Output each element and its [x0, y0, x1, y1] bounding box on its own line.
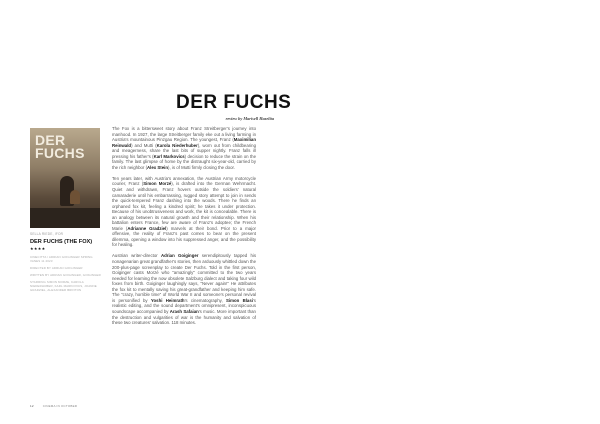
film-poster	[30, 128, 100, 228]
page-footer	[30, 404, 77, 408]
info-director: DIRECTED BY ADRIAN GOIGINGER	[30, 266, 83, 270]
credit-name: Alex Stein	[147, 164, 169, 170]
article-paragraph: Austrian writer-director Adrian Goiginger serendipitously tapped his nonagenarian great grandfather's stories, then arduously whittled down the 200-plus-page screenplay to create Der Fuchs. Told in the first person, Goiginger casts Morzé who "amazingly" committed to the two years needed for learning the now obsolete Salzburg dialect and taking four wild foxes from birth. Goiginger laughingly says, "Never again!" He attributes the fox kit to mentally saving his great-grandfather and keeping him safe. The "crazy, horrible time" of World War II and someone's personal revival is personified by Yoshi Heimrath's cinematography, Simon Blasi's realistic editing, and the sound department's omnipresent, inconspicuous soundscape accompanied by Arash Safaian's music. More important than the destruction and vulgarities of war is the humanity and salvation of these two creatures' salvation. 118 minutes.	[112, 253, 257, 326]
credit-name: Adrian Goiginger	[160, 253, 199, 259]
credit-name: Adrianne Gradziel	[127, 225, 167, 231]
info-distribution: CINECITTA / ADRIAN GOIGINGER SPRING VANES 11 2023	[30, 255, 93, 263]
rating-stars: ★★★★	[30, 246, 46, 251]
article-body	[112, 126, 256, 331]
article-title: DER FUCHS	[176, 92, 292, 113]
article-paragraph: The Fox is a bittersweet story about Franz Streitberger's journey into manhood. In 1927, the large Streitberger family eke out a living farming in Austria's mountainous Pinzgau Region. The youngest, Franz (Maximilian Reinwald) and Mutti (Karola Niederhuber), worn out from childbearing and meagerness, share the last bits of supper nightly. Franz falls ill pressing his father's (Karl Markovics) decision to reduce the strain on the family. The last glimpse of home by the distraught six-year-old, carried by the rich neighbor (Alex Stein), is of Mutti firmly closing the door.	[112, 126, 256, 170]
poster-title-line1: DER	[35, 132, 66, 148]
film-info-sidebar	[30, 232, 102, 292]
article-byline: review by Marisell Hazelita	[225, 116, 274, 121]
poster-title-line2: FUCHS	[35, 145, 85, 161]
poster-title	[35, 134, 85, 160]
article-paragraph: Ten years later, with Austria's annexation, the Austrian Army motorcycle courier, Franz (Simon Morzé), is drafted into the German Wehrmacht. Quiet and withdrawn, Franz hovers outside the soldiers' natural camaraderie until his embarrassing, rugged story attempt to join in sends the quick-tempered Franz dashing into the woods. There he finds an orphaned fox kit, feeling a kindred spirit; he takes it under protection. Because of his unobtrusiveness and work, the kit is concealable. There is an analogy between its natural growth and their relationship. When his battalion enters France, few are aware of Franz's adoptee; the French Marie (Adrianne Gradziel) marvels at their bond. Prior to a major offensive, the reality of Franz's past comes to bear on the present dilemma, opening a window into his suppressed anger, and the possibility for healing.	[112, 175, 257, 248]
poster-caption: SELLA RIEDE, IFOR	[30, 232, 64, 236]
poster-fox	[70, 190, 80, 204]
credit-name: Karl Markovics	[153, 153, 185, 159]
poster-ground	[30, 208, 100, 228]
film-title: DER FUCHS (THE FOX)	[30, 239, 93, 245]
credit-name: Karola Niederhuber	[156, 142, 198, 148]
credit-name: Yoshi Heimrath	[150, 297, 185, 303]
credit-name: Arash Safaian	[169, 308, 199, 314]
info-cast: STARRING SIMON MORZE, KAROLA NIEDERHUBER, KARL MARKOVICS, JOANNE GRADZIEL, ALEXANDER BRINTON	[30, 280, 97, 292]
credit-name: Maximilian Reinwald	[112, 137, 256, 148]
publication-name: CINEMA IN OCTOBER	[42, 404, 78, 408]
credit-name: Simon Morzé	[143, 181, 172, 187]
page-number: 12	[30, 404, 34, 408]
info-writer: WRITTEN BY ADRIAN GOIGINGER, GOIGINGER	[30, 273, 101, 277]
credit-name: Simon Blasi	[226, 297, 253, 303]
